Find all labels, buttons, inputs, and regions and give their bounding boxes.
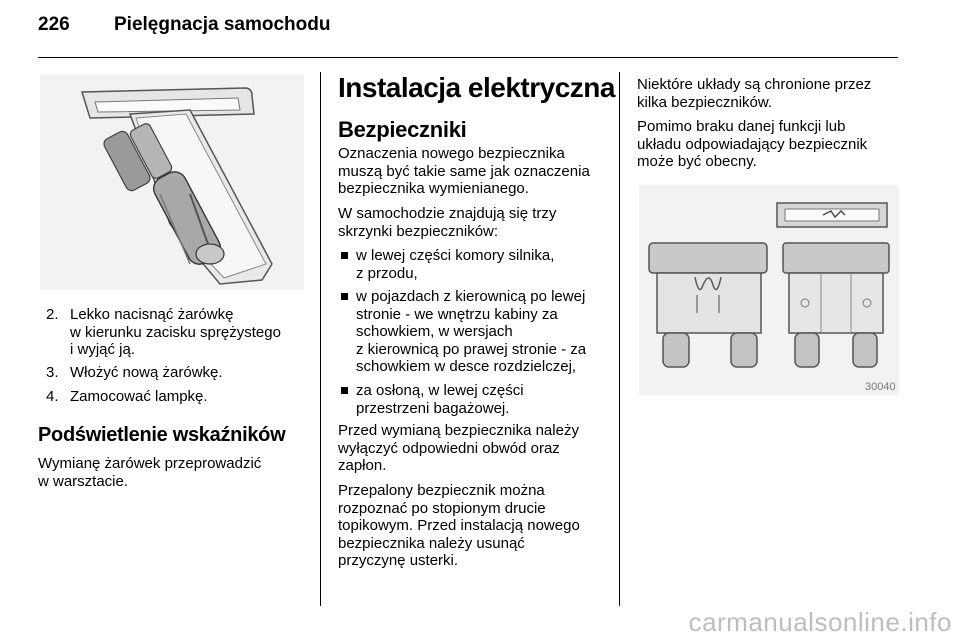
bullet-text: w lewej części komory silnika, z przodu, — [356, 247, 555, 282]
column-divider-1 — [320, 72, 321, 606]
bullet-square-icon — [341, 387, 348, 394]
header-rule — [38, 57, 898, 58]
blade-fuse-illustration — [639, 185, 899, 395]
bullet-text: w pojazdach z kierownicą po lewej stronie - we wnętrzu kabiny za schowkiem, w wersjach z kierownicą po prawej stronie - za schowkiem w desce rozdzielczej, — [356, 288, 587, 375]
step-number: 3. — [46, 364, 59, 381]
step-item — [46, 306, 306, 360]
section-text: Wymianę żarówek przeprowadzić w warsztacie. — [38, 455, 262, 490]
paragraph: W samochodzie znajdują się trzy skrzynki bezpieczników: — [338, 205, 557, 240]
step-text: Lekko nacisnąć żarówkę w kierunku zacisku sprężystego i wyjąć ją. — [70, 306, 281, 358]
paragraph: Przed wymianą bezpiecznika należy wyłączyć odpowiedni obwód oraz zapłon. — [338, 422, 579, 474]
bulb-replacement-figure — [40, 74, 304, 290]
step-text: Włożyć nową żarówkę. — [70, 364, 223, 381]
step-text: Zamocować lampkę. — [70, 388, 208, 405]
bullet-item — [338, 288, 606, 378]
section-heading: Podświetlenie wskaźników — [38, 424, 286, 446]
column-divider-2 — [619, 72, 620, 606]
bullet-square-icon — [341, 293, 348, 300]
paragraph: Pomimo braku danej funkcji lub układu odpowiadający bezpiecznik może być obecny. — [637, 118, 868, 170]
step-item — [46, 364, 306, 382]
page-header — [38, 14, 330, 36]
bullet-item — [338, 382, 606, 418]
fuse-figure — [639, 185, 899, 395]
figure-code: 30040 — [865, 381, 896, 393]
step-number: 2. — [46, 306, 59, 323]
chapter-heading: Instalacja elektryczna — [338, 72, 615, 103]
subsection-heading: Bezpieczniki — [338, 117, 467, 142]
step-number: 4. — [46, 388, 59, 405]
bullet-item — [338, 247, 606, 283]
paragraph: Niektóre układy są chronione przez kilka bezpieczników. — [637, 76, 872, 111]
lamp-bulb-illustration — [40, 74, 304, 290]
paragraph: Oznaczenia nowego bezpiecznika muszą być takie same jak oznaczenia bezpiecznika wymienianego. — [338, 145, 590, 197]
paragraph: Przepalony bezpiecznik można rozpoznać po stopionym drucie topikowym. Przed instalacją nowego bezpiecznika należy usunąć przyczynę usterki. — [338, 482, 580, 569]
step-item — [46, 388, 306, 406]
bullet-text: za osłoną, w lewej części przestrzeni bagażowej. — [356, 382, 524, 417]
watermark-link[interactable]: carmanualsonline.info — [688, 607, 952, 637]
page-number: 226 — [38, 14, 70, 35]
page-title: Pielęgnacja samochodu — [114, 14, 331, 35]
bullet-square-icon — [341, 252, 348, 259]
